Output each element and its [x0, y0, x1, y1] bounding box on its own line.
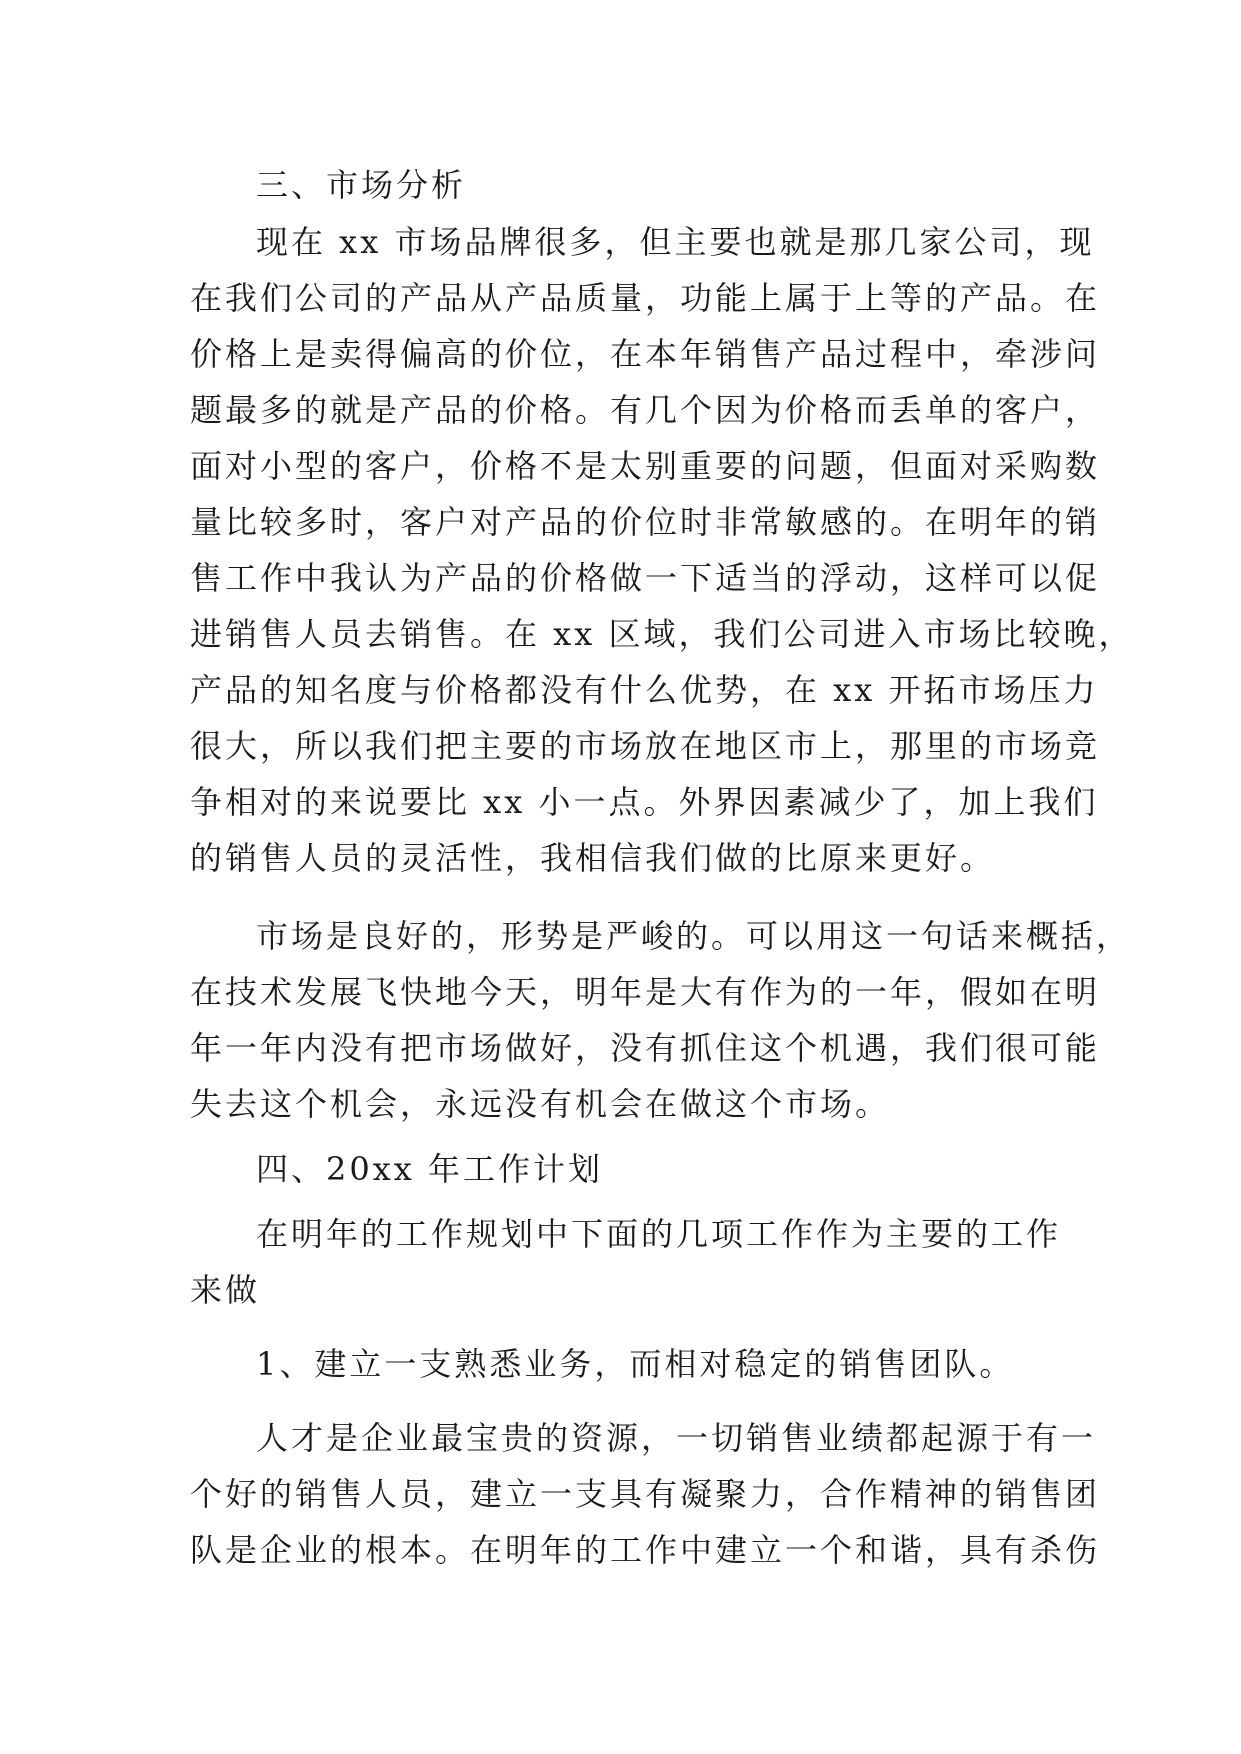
paragraph-line: 面对小型的客户，价格不是太别重要的问题，但面对采购数 [190, 447, 1101, 485]
section-heading-work-plan: 四、20xx 年工作计划 [256, 1150, 603, 1188]
paragraph-line: 量比较多时，客户对产品的价位时非常敏感的。在明年的销 [190, 503, 1101, 541]
paragraph-line: 价格上是卖得偏高的价位，在本年销售产品过程中，牵涉问 [190, 335, 1101, 373]
paragraph-line: 在明年的工作规划中下面的几项工作作为主要的工作 [256, 1215, 1062, 1253]
list-item-heading: 1、建立一支熟悉业务，而相对稳定的销售团队。 [256, 1345, 1015, 1383]
paragraph-line: 在我们公司的产品从产品质量，功能上属于上等的产品。在 [190, 279, 1101, 317]
paragraph-line: 人才是企业最宝贵的资源，一切销售业绩都起源于有一 [256, 1419, 1097, 1457]
paragraph-line: 来做 [190, 1271, 261, 1309]
paragraph-line: 年一年内没有把市场做好，没有抓住这个机遇，我们很可能 [190, 1029, 1101, 1067]
paragraph-line: 题最多的就是产品的价格。有几个因为价格而丢单的客户， [190, 391, 1101, 429]
paragraph-line: 进销售人员去销售。在 xx 区域，我们公司进入市场比较晚， [190, 615, 1134, 653]
paragraph-line: 现在 xx 市场品牌很多，但主要也就是那几家公司，现 [256, 223, 1095, 261]
paragraph-line: 争相对的来说要比 xx 小一点。外界因素减少了，加上我们 [190, 783, 1099, 821]
paragraph-line: 失去这个机会，永远没有机会在做这个市场。 [190, 1085, 891, 1123]
paragraph-line: 在技术发展飞快地今天，明年是大有作为的一年，假如在明 [190, 973, 1101, 1011]
section-heading-market-analysis: 三、市场分析 [256, 166, 467, 204]
paragraph-line: 很大，所以我们把主要的市场放在地区市上，那里的市场竞 [190, 727, 1101, 765]
paragraph-line: 队是企业的根本。在明年的工作中建立一个和谐，具有杀伤 [190, 1531, 1101, 1569]
paragraph-line: 个好的销售人员，建立一支具有凝聚力，合作精神的销售团 [190, 1475, 1101, 1513]
paragraph-line: 产品的知名度与价格都没有什么优势，在 xx 开拓市场压力 [190, 671, 1099, 709]
paragraph-line: 的销售人员的灵活性，我相信我们做的比原来更好。 [190, 839, 996, 877]
paragraph-line: 售工作中我认为产品的价格做一下适当的浮动，这样可以促 [190, 559, 1101, 597]
paragraph-line: 市场是良好的，形势是严峻的。可以用这一句话来概括， [256, 917, 1132, 955]
